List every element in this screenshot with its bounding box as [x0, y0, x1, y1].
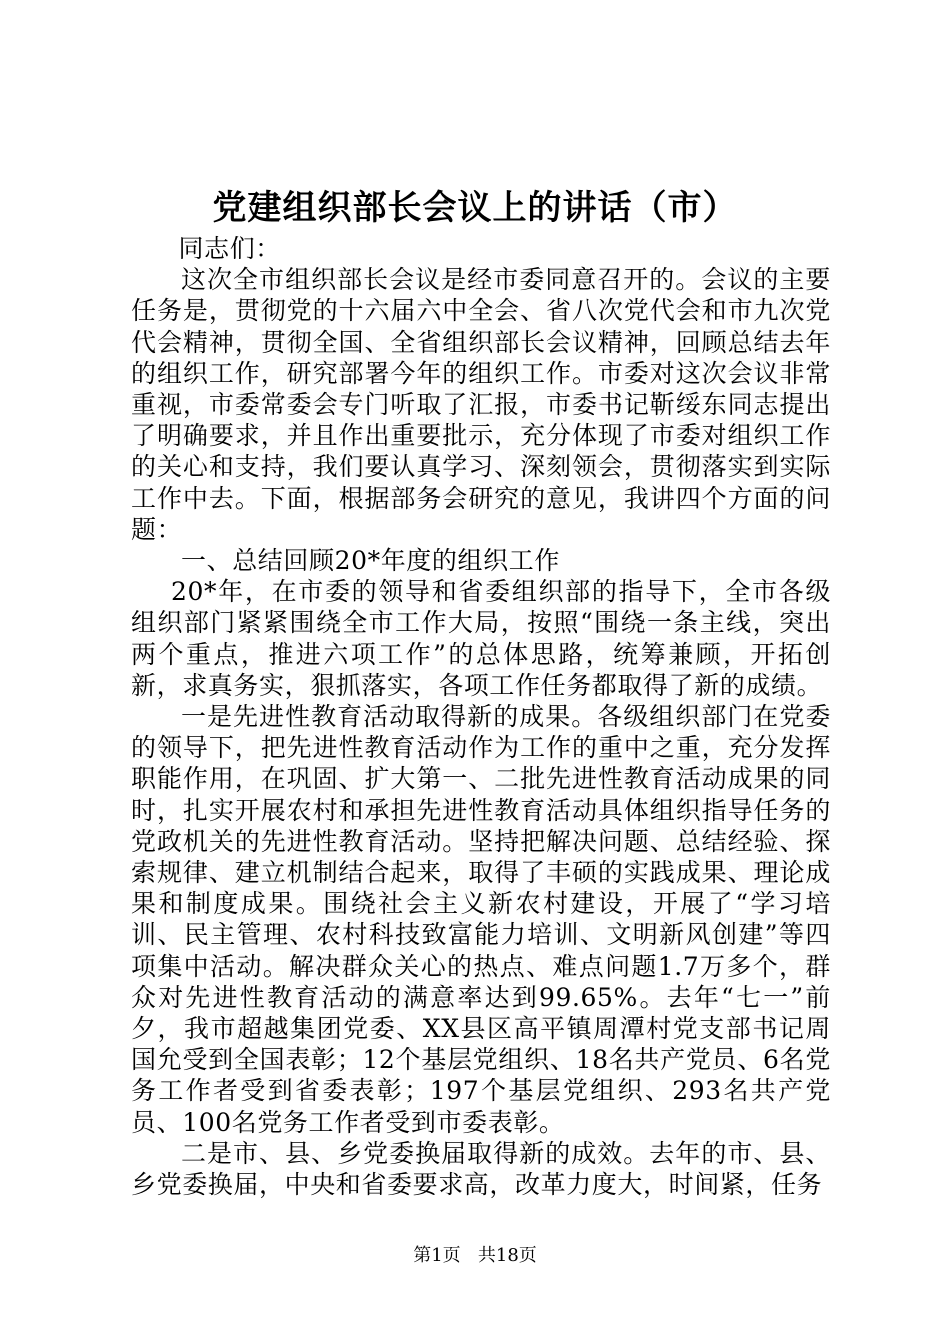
footer-separator — [466, 1245, 472, 1266]
paragraph-point-2: 二是市、县、乡党委换届取得新的成效。去年的市、县、乡党委换届，中央和省委要求高，改革力度大，时间紧，任务 — [131, 1138, 831, 1200]
page-number: 第1页 — [413, 1245, 461, 1266]
paragraph-summary: 20*年，在市委的领导和省委组织部的指导下，全市各级组织部门紧紧围绕全市工作大局，按照“围绕一条主线，突出两个重点，推进六项工作”的总体思路，统筹兼顾，开拓创新，求真务实，狠抓落实，各项工作任务都取得了新的成绩。 — [131, 577, 831, 700]
section-heading-1: 一、总结回顾20*年度的组织工作 — [181, 546, 560, 576]
page-footer — [0, 1244, 950, 1268]
document-body — [131, 233, 831, 1200]
paragraph-intro: 这次全市组织部长会议是经市委同意召开的。会议的主要任务是，贯彻党的十六届六中全会、省八次党代会和市九次党代会精神，贯彻全国、全省组织部长会议精神，回顾总结去年的组织工作，研究部署今年的组织工作。市委对这次会议非常重视，市委常委会专门听取了汇报，市委书记靳绥东同志提出了明确要求，并且作出重要批示，充分体现了市委对组织工作的关心和支持，我们要认真学习、深刻领会，贯彻落实到实际工作中去。下面，根据部务会研究的意见，我讲四个方面的问题： — [131, 265, 831, 544]
salutation: 同志们： — [178, 234, 281, 263]
paragraph-point-1: 一是先进性教育活动取得新的成果。各级组织部门在党委的领导下，把先进性教育活动作为工作的重中之重，充分发挥职能作用，在巩固、扩大第一、二批先进性教育活动成果的同时，扎实开展农村和承担先进性教育活动具体组织指导任务的党政机关的先进性教育活动。坚持把解决问题、总结经验、探索规律、建立机制结合起来，取得了丰硕的实践成果、理论成果和制度成果。围绕社会主义新农村建设，开展了“学习培训、民主管理、农村科技致富能力培训、文明新风创建”等四项集中活动。解决群众关心的热点、难点问题1.7万多个，群众对先进性教育活动的满意率达到99.65%。去年“七一”前夕，我市超越集团党委、XX县区高平镇周潭村党支部书记周国允受到全国表彰；12个基层党组织、18名共产党员、6名党务工作者受到省委表彰；197个基层党组织、293名共产党员、100名党务工作者受到市委表彰。 — [131, 702, 831, 1137]
page-total: 共18页 — [477, 1245, 537, 1266]
document-title: 党建组织部长会议上的讲话（市） — [212, 188, 738, 228]
